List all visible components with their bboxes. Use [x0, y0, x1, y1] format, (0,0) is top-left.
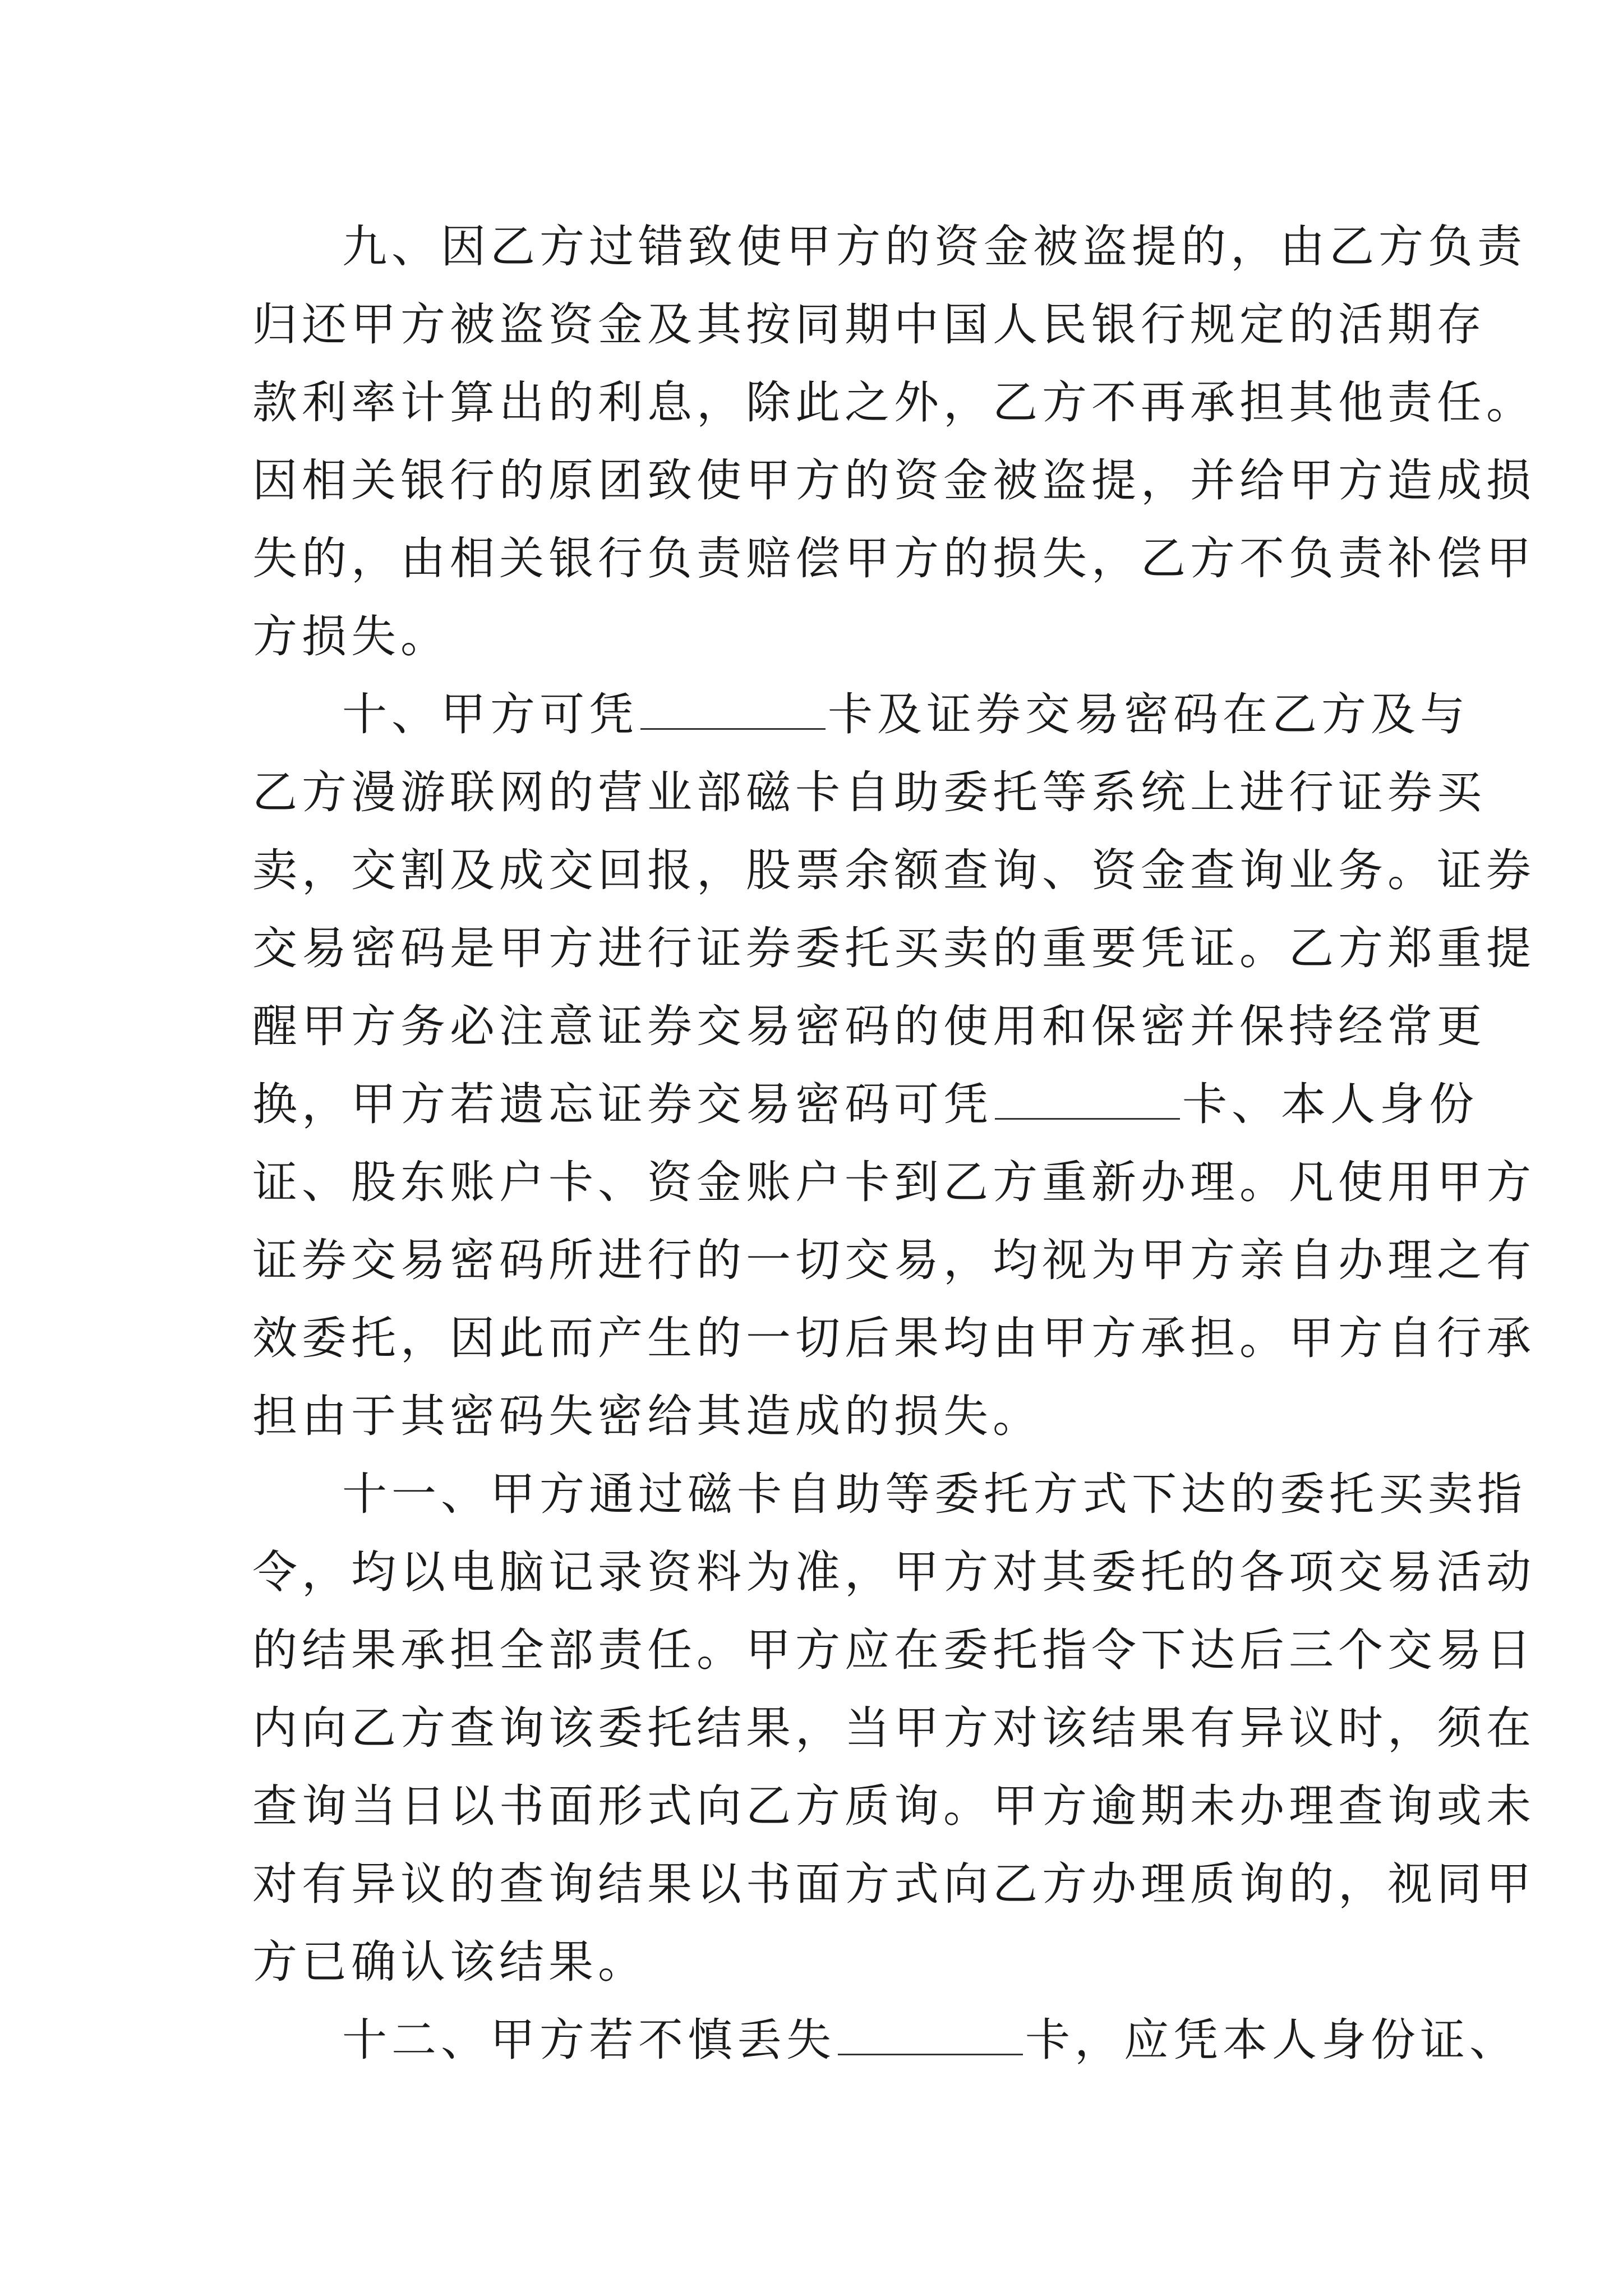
clause-12-line-1 — [342, 2001, 1519, 2079]
clause-9-line-3: 款利率计算出的利息，除此之外，乙方不再承担其他责任。 — [252, 376, 1536, 429]
clause-12-line-1-after: 卡，应凭本人身份证、 — [1025, 2014, 1519, 2066]
clause-11-line-5: 查询当日以书面形式向乙方质询。甲方逾期未办理查询或未 — [252, 1780, 1536, 1832]
fill-in-blank — [640, 694, 826, 730]
clause-10-line-6-before: 换，甲方若遗忘证券交易密码可凭 — [252, 1078, 993, 1130]
clause-11-line-7: 方已确认该结果。 — [252, 1936, 647, 1988]
clause-10-line-7: 证、股东账户卡、资金账户卡到乙方重新办理。凡使用甲方 — [252, 1156, 1536, 1208]
clause-11-line-2: 令，均以电脑记录资料为准，甲方对其委托的各项交易活动 — [252, 1546, 1536, 1598]
clause-11-line-6: 对有异议的查询结果以书面方式向乙方办理质询的，视同甲 — [252, 1858, 1536, 1910]
fill-in-blank — [995, 1084, 1180, 1120]
clause-10-line-5: 醒甲方务必注意证券交易密码的使用和保密并保持经常更 — [252, 1000, 1486, 1052]
clause-9-line-4: 因相关银行的原团致使甲方的资金被盗提，并给甲方造成损 — [252, 454, 1536, 507]
clause-10-line-6-after: 卡、本人身份 — [1182, 1078, 1478, 1130]
fill-in-blank — [838, 2020, 1023, 2055]
clause-9-line-6: 方损失。 — [252, 610, 450, 662]
clause-10-line-9: 效委托，因此而产生的一切后果均由甲方承担。甲方自行承 — [252, 1312, 1536, 1364]
clause-9-line-1: 九、因乙方过错致使甲方的资金被盗提的，由乙方负责 — [342, 220, 1527, 273]
clause-10-line-4: 交易密码是甲方进行证券委托买卖的重要凭证。乙方郑重提 — [252, 922, 1536, 974]
clause-10-line-10: 担由于其密码失密给其造成的损失。 — [252, 1390, 1042, 1442]
clause-10-line-2: 乙方漫游联网的营业部磁卡自助委托等系统上进行证券买 — [252, 766, 1486, 818]
clause-10-line-3: 卖，交割及成交回报，股票余额查询、资金查询业务。证券 — [252, 844, 1536, 896]
clause-12-line-1-before: 十二、甲方若不慎丢失 — [342, 2014, 836, 2066]
clause-11-line-4: 内向乙方查询该委托结果，当甲方对该结果有异议时，须在 — [252, 1702, 1536, 1754]
clause-10-line-1-before: 十、甲方可凭 — [342, 688, 638, 740]
clause-10-line-8: 证券交易密码所进行的一切交易，均视为甲方亲自办理之有 — [252, 1234, 1536, 1286]
clause-10-line-1-after: 卡及证券交易密码在乙方及与 — [828, 688, 1469, 740]
clause-10-line-1 — [342, 675, 1469, 754]
clause-9-line-5: 失的，由相关银行负责赔偿甲方的损失，乙方不负责补偿甲 — [252, 532, 1536, 585]
clause-9-line-2: 归还甲方被盗资金及其按同期中国人民银行规定的活期存 — [252, 298, 1486, 351]
clause-10-line-6 — [252, 1065, 1478, 1144]
clause-11-line-1: 十一、甲方通过磁卡自助等委托方式下达的委托买卖指 — [342, 1468, 1527, 1520]
clause-11-line-3: 的结果承担全部责任。甲方应在委托指令下达后三个交易日 — [252, 1624, 1536, 1676]
